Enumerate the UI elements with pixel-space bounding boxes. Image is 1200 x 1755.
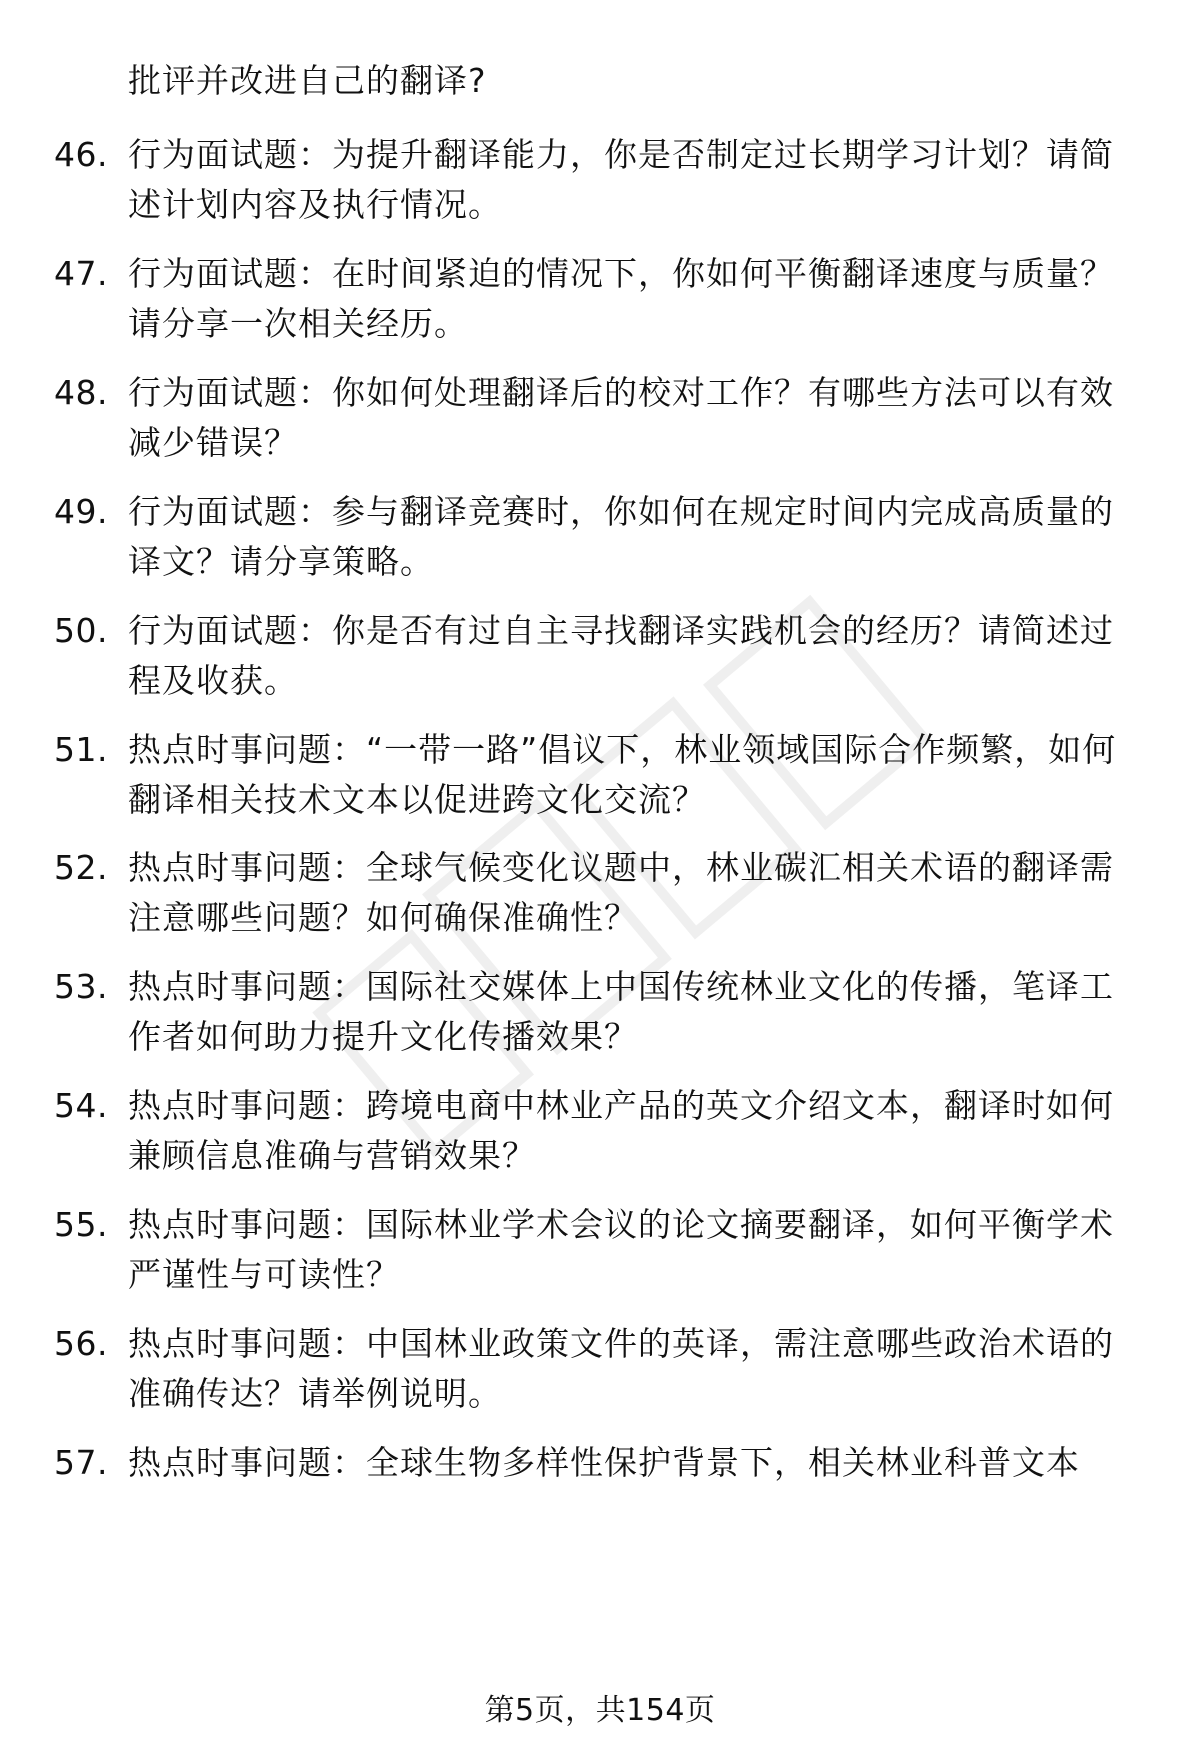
question-text: 热点时事问题：全球生物多样性保护背景下，相关林业科普文本	[128, 1443, 1080, 1482]
question-text: 热点时事问题：国际林业学术会议的论文摘要翻译，如何平衡学术严谨性与可读性？	[128, 1205, 1114, 1294]
list-item	[0, 249, 1200, 349]
question-text: 行为面试题：为提升翻译能力，你是否制定过长期学习计划？请简述计划内容及执行情况。	[128, 135, 1114, 224]
question-text: 热点时事问题：国际社交媒体上中国传统林业文化的传播，笔译工作者如何助力提升文化传播效果？	[128, 967, 1114, 1056]
question-number: 54.	[54, 1086, 108, 1125]
question-number: 49.	[54, 492, 108, 531]
question-text: 行为面试题：你是否有过自主寻找翻译实践机会的经历？请简述过程及收获。	[128, 611, 1114, 700]
list-item	[0, 1438, 1200, 1488]
question-number: 53.	[54, 967, 108, 1006]
question-number: 55.	[54, 1205, 108, 1244]
list-item	[0, 1200, 1200, 1300]
question-text: 热点时事问题：跨境电商中林业产品的英文介绍文本，翻译时如何兼顾信息准确与营销效果？	[128, 1086, 1114, 1175]
list-item	[0, 725, 1200, 825]
question-number: 57.	[54, 1443, 108, 1482]
list-item	[0, 368, 1200, 468]
question-text: 行为面试题：你如何处理翻译后的校对工作？有哪些方法可以有效减少错误？	[128, 373, 1114, 462]
question-number: 50.	[54, 611, 108, 650]
question-text: 热点时事问题：中国林业政策文件的英译，需注意哪些政治术语的准确传达？请举例说明。	[128, 1324, 1114, 1413]
question-number: 46.	[54, 135, 108, 174]
question-text: 热点时事问题：“一带一路”倡议下，林业领域国际合作频繁，如何翻译相关技术文本以促进跨文化交流？	[128, 730, 1117, 819]
question-number: 48.	[54, 373, 108, 412]
question-text: 行为面试题：在时间紧迫的情况下，你如何平衡翻译速度与质量？请分享一次相关经历。	[128, 254, 1114, 343]
list-item	[0, 130, 1200, 230]
list-item	[0, 606, 1200, 706]
list-item	[0, 1319, 1200, 1419]
question-number: 56.	[54, 1324, 108, 1363]
question-number: 52.	[54, 848, 108, 887]
continuation-text: 批评并改进自己的翻译?	[128, 61, 487, 100]
page-footer: 第5页，共154页	[484, 1693, 716, 1728]
list-item	[0, 1081, 1200, 1181]
list-item	[0, 487, 1200, 587]
question-text: 行为面试题：参与翻译竞赛时，你如何在规定时间内完成高质量的译文？请分享策略。	[128, 492, 1114, 581]
question-text: 热点时事问题：全球气候变化议题中，林业碳汇相关术语的翻译需注意哪些问题？如何确保准确性？	[128, 848, 1114, 937]
list-item	[0, 962, 1200, 1062]
list-item	[0, 843, 1200, 943]
question-number: 47.	[54, 254, 108, 293]
question-number: 51.	[54, 730, 108, 769]
